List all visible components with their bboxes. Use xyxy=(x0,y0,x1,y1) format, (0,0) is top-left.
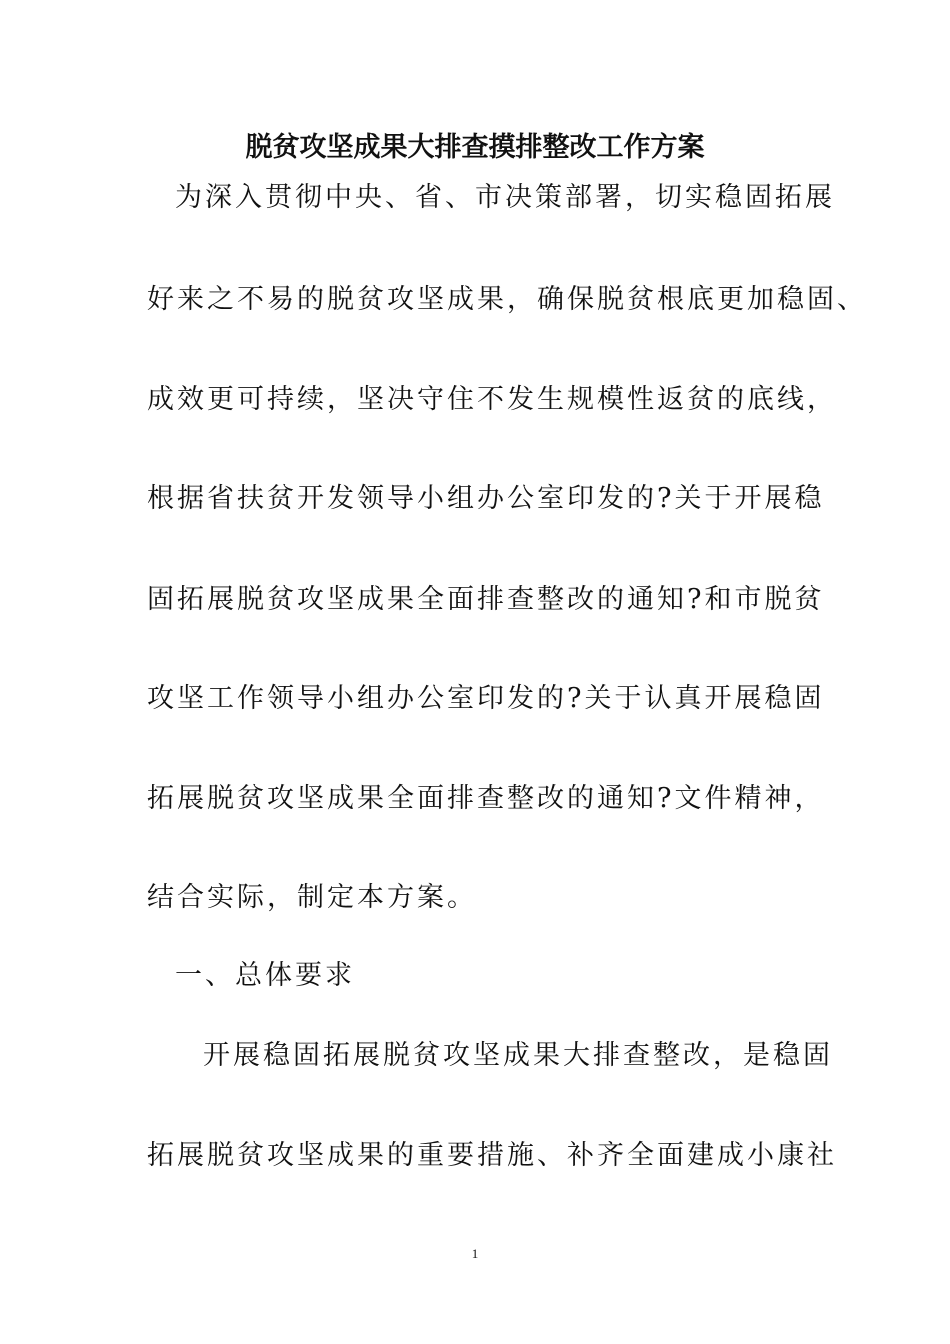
paragraph-line: 根据省扶贫开发领导小组办公室印发的?关于开展稳 xyxy=(147,483,825,514)
paragraph-line: 成效更可持续，坚决守住不发生规模性返贫的底线， xyxy=(147,384,837,415)
paragraph-line: 好来之不易的脱贫攻坚成果，确保脱贫根底更加稳固、 xyxy=(147,284,867,315)
paragraph-line: 拓展脱贫攻坚成果全面排查整改的通知?文件精神， xyxy=(147,783,825,814)
paragraph-line: 拓展脱贫攻坚成果的重要措施、补齐全面建成小康社 xyxy=(147,1140,837,1171)
page-number: 1 xyxy=(471,1246,479,1261)
paragraph-line: 固拓展脱贫攻坚成果全面排查整改的通知?和市脱贫 xyxy=(147,584,825,615)
paragraph-line: 为深入贯彻中央、省、市决策部署，切实稳固拓展 xyxy=(175,182,835,213)
document-title: 脱贫攻坚成果大排查摸排整改工作方案 xyxy=(245,132,705,163)
paragraph-line: 攻坚工作领导小组办公室印发的?关于认真开展稳固 xyxy=(147,683,825,714)
section-heading: 一、总体要求 xyxy=(175,960,355,991)
paragraph-line: 结合实际，制定本方案。 xyxy=(147,882,477,913)
paragraph-line: 开展稳固拓展脱贫攻坚成果大排查整改，是稳固 xyxy=(203,1040,833,1071)
